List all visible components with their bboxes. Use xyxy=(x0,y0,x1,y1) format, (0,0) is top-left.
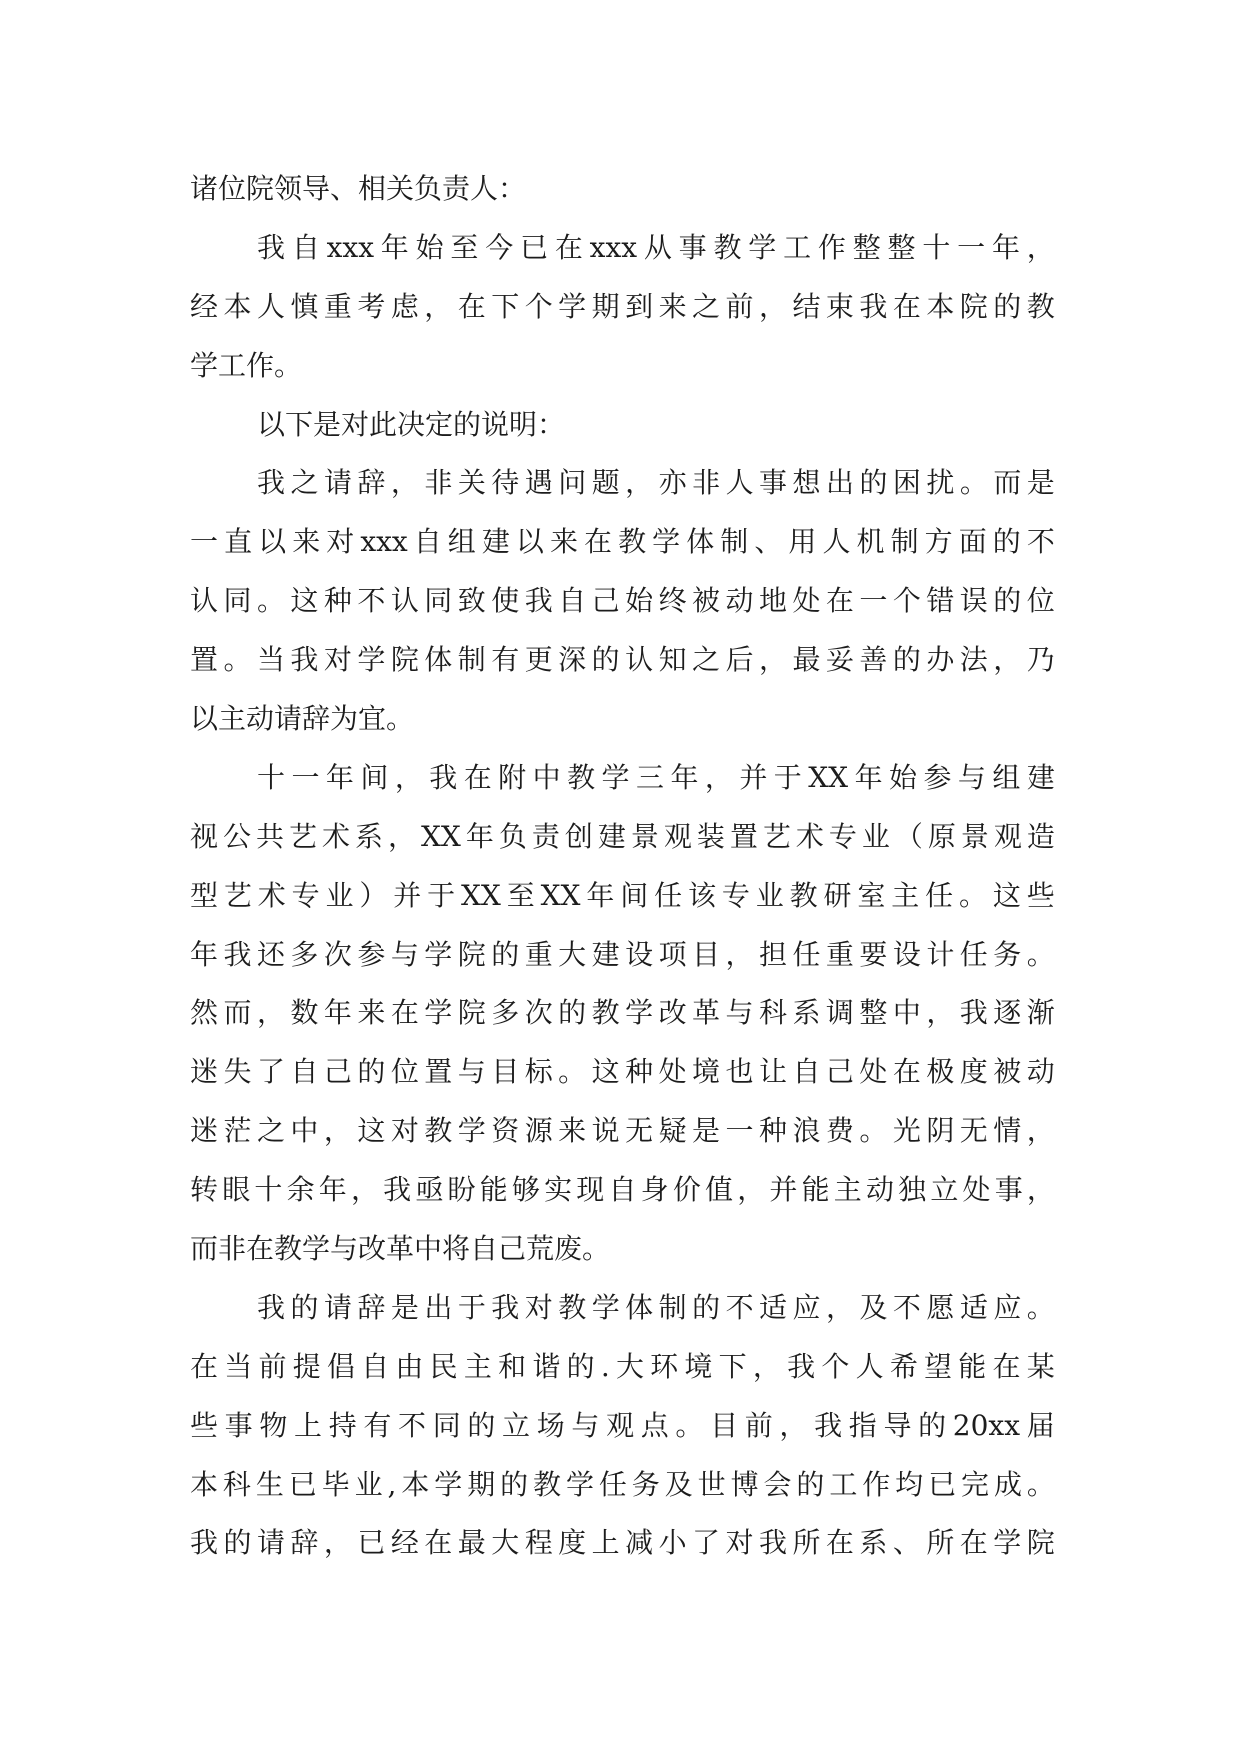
letter-line: 些 事 物 上 持 有 不 同 的 立 场 与 观 点 。 目 前 ， 我 指 导 的 20xx 届 xyxy=(190,1408,1055,1442)
letter-line: 学工作。 xyxy=(190,348,303,382)
letter-line: 年 我 还 多 次 参 与 学 院 的 重 大 建 设 项 目 ， 担 任 重 要 设 计 任 务 。 xyxy=(190,937,1055,971)
letter-line: 型 艺 术 专 业 ） 并 于 XX 至 XX 年 间 任 该 专 业 教 研 室 主 任 。 这 些 xyxy=(190,878,1055,912)
letter-line: 以下是对此决定的说明： xyxy=(257,407,566,441)
letter-line: 然 而 ， 数 年 来 在 学 院 多 次 的 教 学 改 革 与 科 系 调 整 中 ， 我 逐 渐 xyxy=(190,996,1055,1030)
letter-line: 转 眼 十 余 年 ， 我 亟 盼 能 够 实 现 自 身 价 值 ， 并 能 主 动 独 立 处 事 ， xyxy=(190,1173,1055,1207)
letter-line: 我 的 请 辞 是 出 于 我 对 教 学 体 制 的 不 适 应 ， 及 不 愿 适 应 。 xyxy=(257,1290,1055,1324)
letter-line: 我 自 xxx 年 始 至 今 已 在 xxx 从 事 教 学 工 作 整 整 十 一 年 ， xyxy=(257,230,1055,264)
letter-line: 经 本 人 慎 重 考 虑 ， 在 下 个 学 期 到 来 之 前 ， 结 束 我 在 本 院 的 教 xyxy=(190,289,1055,323)
letter-line: 在 当 前 提 倡 自 由 民 主 和 谐 的 . 大 环 境 下 ， 我 个 人 希 望 能 在 某 xyxy=(190,1349,1055,1383)
letter-line: 置 。 当 我 对 学 院 体 制 有 更 深 的 认 知 之 后 ， 最 妥 善 的 办 法 ， 乃 xyxy=(190,643,1055,677)
letter-line: 十 一 年 间 ， 我 在 附 中 教 学 三 年 ， 并 于 XX 年 始 参 与 组 建 xyxy=(257,760,1055,794)
letter-line: 认 同 。 这 种 不 认 同 致 使 我 自 己 始 终 被 动 地 处 在 一 个 错 误 的 位 xyxy=(190,584,1055,618)
letter-line: 本 科 生 已 毕 业 , 本 学 期 的 教 学 任 务 及 世 博 会 的 工 作 均 已 完 成 。 xyxy=(190,1467,1055,1501)
letter-line: 我 之 请 辞 ， 非 关 待 遇 问 题 ， 亦 非 人 事 想 出 的 困 扰 。 而 是 xyxy=(257,466,1055,500)
letter-line: 而非在教学与改革中将自己荒废。 xyxy=(190,1232,611,1266)
letter-line: 我 的 请 辞 ， 已 经 在 最 大 程 度 上 减 小 了 对 我 所 在 系 、 所 在 学 院 xyxy=(190,1526,1055,1560)
letter-line: 迷 茫 之 中 ， 这 对 教 学 资 源 来 说 无 疑 是 一 种 浪 费 。 光 阴 无 情 ， xyxy=(190,1114,1055,1148)
letter-line: 诸位院领导、相关负责人： xyxy=(190,172,527,205)
letter-line: 一 直 以 来 对 xxx 自 组 建 以 来 在 教 学 体 制 、 用 人 机 制 方 面 的 不 xyxy=(190,525,1055,559)
letter-line: 视 公 共 艺 术 系 ， XX 年 负 责 创 建 景 观 装 置 艺 术 专 业 （ 原 景 观 造 xyxy=(190,819,1055,853)
letter-body xyxy=(190,160,1055,1573)
letter-line: 迷 失 了 自 己 的 位 置 与 目 标 。 这 种 处 境 也 让 自 己 处 在 极 度 被 动 xyxy=(190,1055,1055,1089)
letter-line: 以主动请辞为宜。 xyxy=(190,702,415,736)
